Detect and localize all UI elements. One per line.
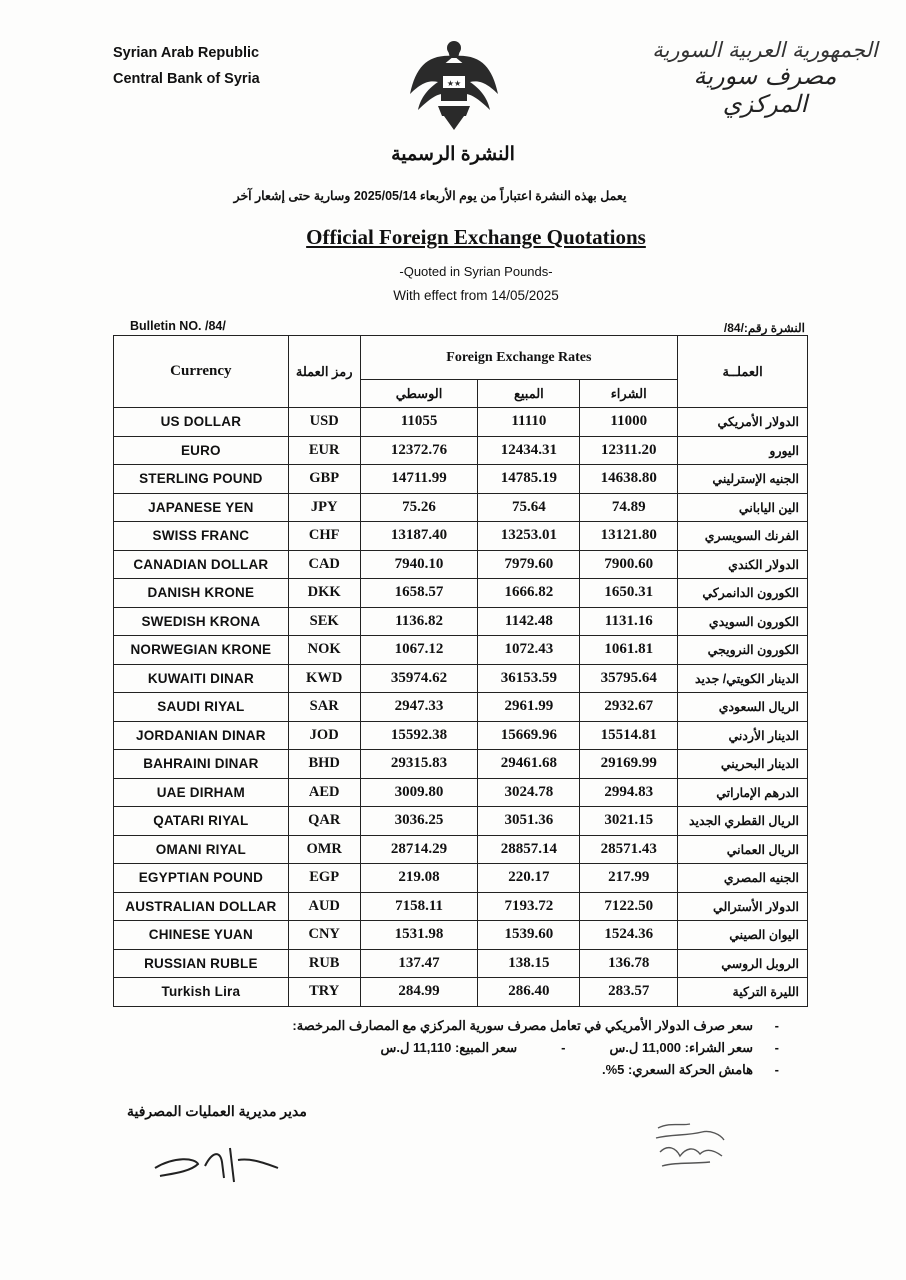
note-separator: - [561,1040,566,1055]
mid-rate: 284.99 [360,978,478,1007]
table-row [114,892,808,921]
note-bullet: - [774,1018,779,1033]
republic-name-arabic: الجمهورية العربية السورية [652,38,878,62]
col-header-currency-arabic: العملــة [678,336,808,408]
currency-code: TRY [288,978,360,1007]
mid-rate: 1067.12 [360,636,478,665]
mid-rate: 29315.83 [360,750,478,779]
sell-rate: 1142.48 [478,607,580,636]
currency-code: EGP [288,864,360,893]
currency-code: JPY [288,493,360,522]
currency-name-arabic: الكورون السويدي [678,607,808,636]
currency-code: SEK [288,607,360,636]
table-row [114,978,808,1007]
currency-name-arabic: الكورون النرويجي [678,636,808,665]
currency-name-arabic: الجنيه المصري [678,864,808,893]
table-row [114,607,808,636]
currency-name: SWISS FRANC [114,522,289,551]
buy-rate: 2932.67 [580,693,678,722]
currency-name: BAHRAINI DINAR [114,750,289,779]
mid-rate: 7158.11 [360,892,478,921]
note-buy-rate: سعر الشراء: 11,000 ل.س [609,1040,753,1055]
currency-code: CNY [288,921,360,950]
currency-name: CHINESE YUAN [114,921,289,950]
buy-rate: 28571.43 [580,835,678,864]
currency-name-arabic: الليرة التركية [678,978,808,1007]
republic-name: Syrian Arab Republic [113,45,260,61]
mid-rate: 7940.10 [360,550,478,579]
currency-name: US DOLLAR [114,408,289,437]
mid-rate: 13187.40 [360,522,478,551]
currency-name-arabic: اليوان الصيني [678,921,808,950]
buy-rate: 1524.36 [580,921,678,950]
sell-rate: 28857.14 [478,835,580,864]
table-row [114,949,808,978]
note-bullet: - [774,1062,779,1077]
currency-name: SAUDI RIYAL [114,693,289,722]
currency-name: NORWEGIAN KRONE [114,636,289,665]
currency-name-arabic: الكورون الدانمركي [678,579,808,608]
buy-rate: 7122.50 [580,892,678,921]
sell-rate: 1539.60 [478,921,580,950]
currency-code: AUD [288,892,360,921]
table-row [114,721,808,750]
currency-code: QAR [288,807,360,836]
currency-name-arabic: الدينار البحريني [678,750,808,779]
col-header-code: رمز العملة [288,336,360,408]
mid-rate: 2947.33 [360,693,478,722]
sell-rate: 2961.99 [478,693,580,722]
currency-code: EUR [288,436,360,465]
currency-name-arabic: الروبل الروسي [678,949,808,978]
currency-name: UAE DIRHAM [114,778,289,807]
table-row [114,693,808,722]
sell-rate: 36153.59 [478,664,580,693]
currency-name-arabic: الدولار الكندي [678,550,808,579]
currency-name: EURO [114,436,289,465]
buy-rate: 1131.16 [580,607,678,636]
syrian-eagle-emblem [408,36,500,132]
table-row [114,778,808,807]
currency-name: RUSSIAN RUBLE [114,949,289,978]
buy-rate: 3021.15 [580,807,678,836]
sell-rate: 12434.31 [478,436,580,465]
currency-code: CHF [288,522,360,551]
currency-name: KUWAITI DINAR [114,664,289,693]
buy-rate: 12311.20 [580,436,678,465]
table-row [114,864,808,893]
header-english [113,40,260,92]
note-line [99,1037,779,1059]
table-row [114,835,808,864]
buy-rate: 1650.31 [580,579,678,608]
currency-code: NOK [288,636,360,665]
sell-rate: 220.17 [478,864,580,893]
note-margin: هامش الحركة السعري: 5%. [601,1062,753,1077]
mid-rate: 28714.29 [360,835,478,864]
bank-name: Central Bank of Syria [113,71,260,87]
note-usd-rate-title: سعر صرف الدولار الأمريكي في تعامل مصرف سورية المركزي مع المصارف المرخصة: [292,1018,753,1033]
svg-text:★★: ★★ [446,79,462,88]
mid-rate: 219.08 [360,864,478,893]
currency-code: JOD [288,721,360,750]
note-line [99,1015,779,1037]
currency-code: RUB [288,949,360,978]
currency-code: DKK [288,579,360,608]
currency-name: JORDANIAN DINAR [114,721,289,750]
handwritten-signature [150,1138,285,1186]
buy-rate: 136.78 [580,949,678,978]
note-sell-rate: سعر المبيع: 11,110 ل.س [380,1040,518,1055]
currency-name-arabic: الدينار الأردني [678,721,808,750]
buy-rate: 35795.64 [580,664,678,693]
sell-rate: 1666.82 [478,579,580,608]
table-row [114,579,808,608]
mid-rate: 35974.62 [360,664,478,693]
effective-date: With effect from 14/05/2025 [393,288,559,303]
table-row [114,465,808,494]
col-header-rates: Foreign Exchange Rates [360,336,678,380]
mid-rate: 3036.25 [360,807,478,836]
currency-name-arabic: الريال السعودي [678,693,808,722]
currency-name: Turkish Lira [114,978,289,1007]
currency-name: QATARI RIYAL [114,807,289,836]
currency-code: KWD [288,664,360,693]
currency-name-arabic: الدينار الكويتي/ جديد [678,664,808,693]
mid-rate: 15592.38 [360,721,478,750]
table-row [114,436,808,465]
currency-name-arabic: الريال العماني [678,835,808,864]
bulletin-number: Bulletin NO. /84/ [130,319,226,333]
currency-name: JAPANESE YEN [114,493,289,522]
col-header-buy: الشراء [580,380,678,408]
sell-rate: 1072.43 [478,636,580,665]
currency-name-arabic: الدرهم الإماراتي [678,778,808,807]
table-row [114,636,808,665]
sell-rate: 75.64 [478,493,580,522]
effective-note-arabic: يعمل بهذه النشرة اعتباراً من يوم الأربعاء 2025/05/14 وسارية حتى إشعار آخر [233,189,627,203]
mid-rate: 1531.98 [360,921,478,950]
header-arabic [650,38,880,118]
currency-name: STERLING POUND [114,465,289,494]
buy-rate: 74.89 [580,493,678,522]
sell-rate: 3051.36 [478,807,580,836]
table-row [114,750,808,779]
bank-name-arabic: مصرف سورية المركزي [693,62,837,118]
table-row [114,921,808,950]
currency-code: USD [288,408,360,437]
buy-rate: 217.99 [580,864,678,893]
sell-rate: 7979.60 [478,550,580,579]
signatory-title: مدير مديرية العمليات المصرفية [127,1103,307,1119]
currency-code: OMR [288,835,360,864]
buy-rate: 11000 [580,408,678,437]
table-row [114,550,808,579]
bulletin-number-arabic: النشرة رقم:/84/ [723,321,805,335]
currency-code: AED [288,778,360,807]
mid-rate: 3009.80 [360,778,478,807]
buy-rate: 14638.80 [580,465,678,494]
buy-rate: 1061.81 [580,636,678,665]
sell-rate: 29461.68 [478,750,580,779]
currency-name: OMANI RIYAL [114,835,289,864]
currency-name-arabic: الدولار الأسترالي [678,892,808,921]
initials-signature [650,1118,730,1176]
mid-rate: 75.26 [360,493,478,522]
currency-name: SWEDISH KRONA [114,607,289,636]
note-bullet: - [774,1040,779,1055]
table-row [114,807,808,836]
sell-rate: 15669.96 [478,721,580,750]
table-row [114,664,808,693]
col-header-mid: الوسطي [360,380,478,408]
currency-name-arabic: الريال القطري الجديد [678,807,808,836]
currency-name-arabic: الين الياباني [678,493,808,522]
quoted-currency-note: -Quoted in Syrian Pounds- [399,264,553,279]
sell-rate: 7193.72 [478,892,580,921]
mid-rate: 137.47 [360,949,478,978]
currency-code: BHD [288,750,360,779]
currency-name: DANISH KRONE [114,579,289,608]
notes [99,1015,779,1081]
exchange-rates-table [113,335,808,1007]
mid-rate: 11055 [360,408,478,437]
sell-rate: 138.15 [478,949,580,978]
table-row [114,493,808,522]
sell-rate: 11110 [478,408,580,437]
buy-rate: 13121.80 [580,522,678,551]
buy-rate: 283.57 [580,978,678,1007]
currency-name-arabic: اليورو [678,436,808,465]
sell-rate: 3024.78 [478,778,580,807]
col-header-sell: المبيع [478,380,580,408]
currency-name-arabic: الجنيه الإسترليني [678,465,808,494]
col-header-currency: Currency [114,336,289,408]
currency-code: SAR [288,693,360,722]
table-row [114,522,808,551]
currency-name: CANADIAN DOLLAR [114,550,289,579]
mid-rate: 1658.57 [360,579,478,608]
currency-name-arabic: الفرنك السويسري [678,522,808,551]
currency-name-arabic: الدولار الأمريكي [678,408,808,437]
buy-rate: 15514.81 [580,721,678,750]
bulletin-title-arabic: النشرة الرسمية [391,144,515,165]
mid-rate: 14711.99 [360,465,478,494]
buy-rate: 7900.60 [580,550,678,579]
currency-name: EGYPTIAN POUND [114,864,289,893]
mid-rate: 1136.82 [360,607,478,636]
buy-rate: 2994.83 [580,778,678,807]
sell-rate: 286.40 [478,978,580,1007]
buy-rate: 29169.99 [580,750,678,779]
note-line [99,1059,779,1081]
currency-code: CAD [288,550,360,579]
sell-rate: 14785.19 [478,465,580,494]
table-row [114,408,808,437]
currency-name: AUSTRALIAN DOLLAR [114,892,289,921]
currency-code: GBP [288,465,360,494]
table-body [114,408,808,1007]
mid-rate: 12372.76 [360,436,478,465]
document-title: Official Foreign Exchange Quotations [306,225,646,249]
table-header-row [114,336,808,380]
sell-rate: 13253.01 [478,522,580,551]
